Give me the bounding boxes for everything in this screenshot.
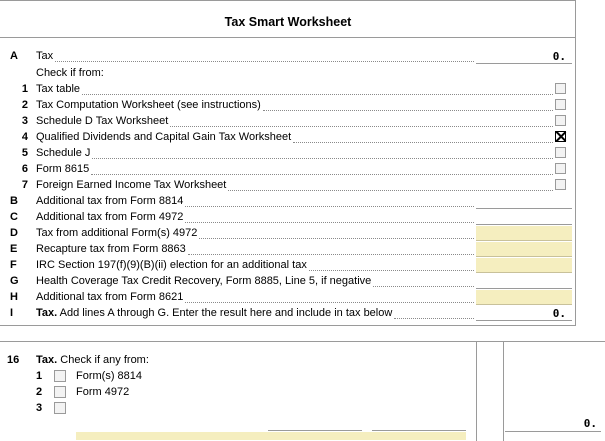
line-label-text: Form 8615 xyxy=(36,163,90,175)
amount-field[interactable] xyxy=(476,290,572,305)
line-label-text: Qualified Dividends and Capital Gain Tax Worksheet xyxy=(36,131,292,143)
worksheet-row xyxy=(0,210,576,226)
line-label-text: Additional tax from Form 8621 xyxy=(36,291,184,303)
option-number: 1 xyxy=(36,370,43,382)
line-code: 6 xyxy=(21,163,28,175)
line-label-text: Health Coverage Tax Credit Recovery, Form 8885, Line 5, if negative xyxy=(36,275,372,287)
line-code: F xyxy=(10,259,17,271)
worksheet-row xyxy=(0,82,576,98)
line-code: A xyxy=(10,50,18,62)
line-checkbox[interactable] xyxy=(555,83,566,94)
line-label-text: Additional tax from Form 8814 xyxy=(36,195,184,207)
line-label-text: Tax from additional Form(s) 4972 xyxy=(36,227,198,239)
line-label-text: Schedule J xyxy=(36,147,91,159)
dot-leader xyxy=(185,291,474,303)
worksheet-row xyxy=(0,178,576,194)
amount-field[interactable] xyxy=(476,49,572,64)
worksheet-row xyxy=(0,49,576,65)
line-checkbox[interactable] xyxy=(555,131,566,142)
line-code: H xyxy=(10,291,18,303)
line-label xyxy=(36,67,452,79)
line-label-text: Add lines A through G. Enter the result here and include in tax below xyxy=(59,307,393,319)
line-label-text: IRC Section 197(f)(9)(B)(ii) election for an additional tax xyxy=(36,259,307,271)
amount-field[interactable] xyxy=(476,258,572,273)
worksheet-row xyxy=(0,146,576,162)
amount-field[interactable] xyxy=(476,210,572,225)
line-label-text: Tax table xyxy=(36,83,81,95)
title-divider xyxy=(0,37,576,38)
worksheet-row xyxy=(0,306,576,322)
line-label-text: Foreign Earned Income Tax Worksheet xyxy=(36,179,227,191)
field-rule xyxy=(268,430,362,431)
worksheet-row xyxy=(0,226,576,242)
column-divider xyxy=(503,342,504,441)
form-4972-checkbox[interactable] xyxy=(54,386,66,398)
dot-leader xyxy=(82,83,553,95)
dot-leader xyxy=(228,179,553,191)
line-code: 4 xyxy=(21,131,28,143)
dot-leader xyxy=(188,243,474,255)
line-label-text: Additional tax from Form 4972 xyxy=(36,211,184,223)
line-code: B xyxy=(10,195,18,207)
option-label: Form 4972 xyxy=(76,386,130,398)
dot-leader xyxy=(92,147,553,159)
line-checkbox[interactable] xyxy=(555,115,566,126)
column-divider xyxy=(476,342,477,441)
dot-leader xyxy=(55,50,474,62)
line-16-other-input[interactable] xyxy=(76,432,466,440)
dot-leader xyxy=(309,259,474,271)
option-3-checkbox[interactable] xyxy=(54,402,66,414)
line-label-bold: Tax. xyxy=(36,307,58,319)
line-label-text: Tax Computation Worksheet (see instructions) xyxy=(36,99,261,111)
line-code: 2 xyxy=(21,99,28,111)
amount-value: 0. xyxy=(552,50,566,63)
line-checkbox[interactable] xyxy=(555,179,566,190)
line-code: D xyxy=(10,227,18,239)
line-code: I xyxy=(10,307,14,319)
line-label-text: Schedule D Tax Worksheet xyxy=(36,115,169,127)
worksheet-row xyxy=(0,66,576,82)
amount-field[interactable] xyxy=(476,226,572,241)
amount-field[interactable] xyxy=(476,194,572,209)
dot-leader xyxy=(170,115,553,127)
amount-field[interactable] xyxy=(476,274,572,289)
line-checkbox[interactable] xyxy=(555,147,566,158)
option-number: 2 xyxy=(36,386,43,398)
worksheet-row xyxy=(0,130,576,146)
dot-leader xyxy=(394,307,474,319)
amount-field[interactable] xyxy=(476,242,572,257)
line-label xyxy=(36,307,452,319)
amount-value: 0. xyxy=(552,307,566,320)
line-16-label-text: Check if any from: xyxy=(60,354,149,366)
dot-leader xyxy=(263,99,553,111)
line-label-text: Check if from: xyxy=(36,67,104,79)
line-code: 3 xyxy=(21,115,28,127)
worksheet-row xyxy=(0,274,576,290)
line-16-tax-field[interactable] xyxy=(505,416,601,432)
line-label-text: Tax xyxy=(36,50,54,62)
worksheet-row xyxy=(0,114,576,130)
line-16-tax-value: 0. xyxy=(583,417,597,430)
amount-field[interactable] xyxy=(476,306,572,321)
worksheet-row xyxy=(0,162,576,178)
worksheet-row xyxy=(0,258,576,274)
line-checkbox[interactable] xyxy=(555,163,566,174)
line-code: G xyxy=(10,275,19,287)
form-8814-checkbox[interactable] xyxy=(54,370,66,382)
line-code: 5 xyxy=(21,147,28,159)
line-code: E xyxy=(10,243,18,255)
dot-leader xyxy=(91,163,553,175)
dot-leader xyxy=(185,195,474,207)
worksheet-row xyxy=(0,242,576,258)
worksheet-title: Tax Smart Worksheet xyxy=(224,15,352,29)
line-code: 7 xyxy=(21,179,28,191)
dot-leader xyxy=(293,131,553,143)
option-number: 3 xyxy=(36,402,43,414)
dot-leader xyxy=(373,275,474,287)
worksheet-row xyxy=(0,290,576,306)
dot-leader xyxy=(185,211,474,223)
worksheet-row xyxy=(0,98,576,114)
line-label-text: Recapture tax from Form 8863 xyxy=(36,243,186,255)
field-rule xyxy=(372,430,466,431)
line-code: 1 xyxy=(21,83,28,95)
line-16-label xyxy=(36,354,149,366)
option-label: Form(s) 8814 xyxy=(76,370,143,382)
worksheet-row xyxy=(0,194,576,210)
line-16-label-bold: Tax. xyxy=(36,354,58,366)
dot-leader xyxy=(199,227,474,239)
line-code: C xyxy=(10,211,18,223)
line-checkbox[interactable] xyxy=(555,99,566,110)
line-number: 16 xyxy=(7,354,20,366)
